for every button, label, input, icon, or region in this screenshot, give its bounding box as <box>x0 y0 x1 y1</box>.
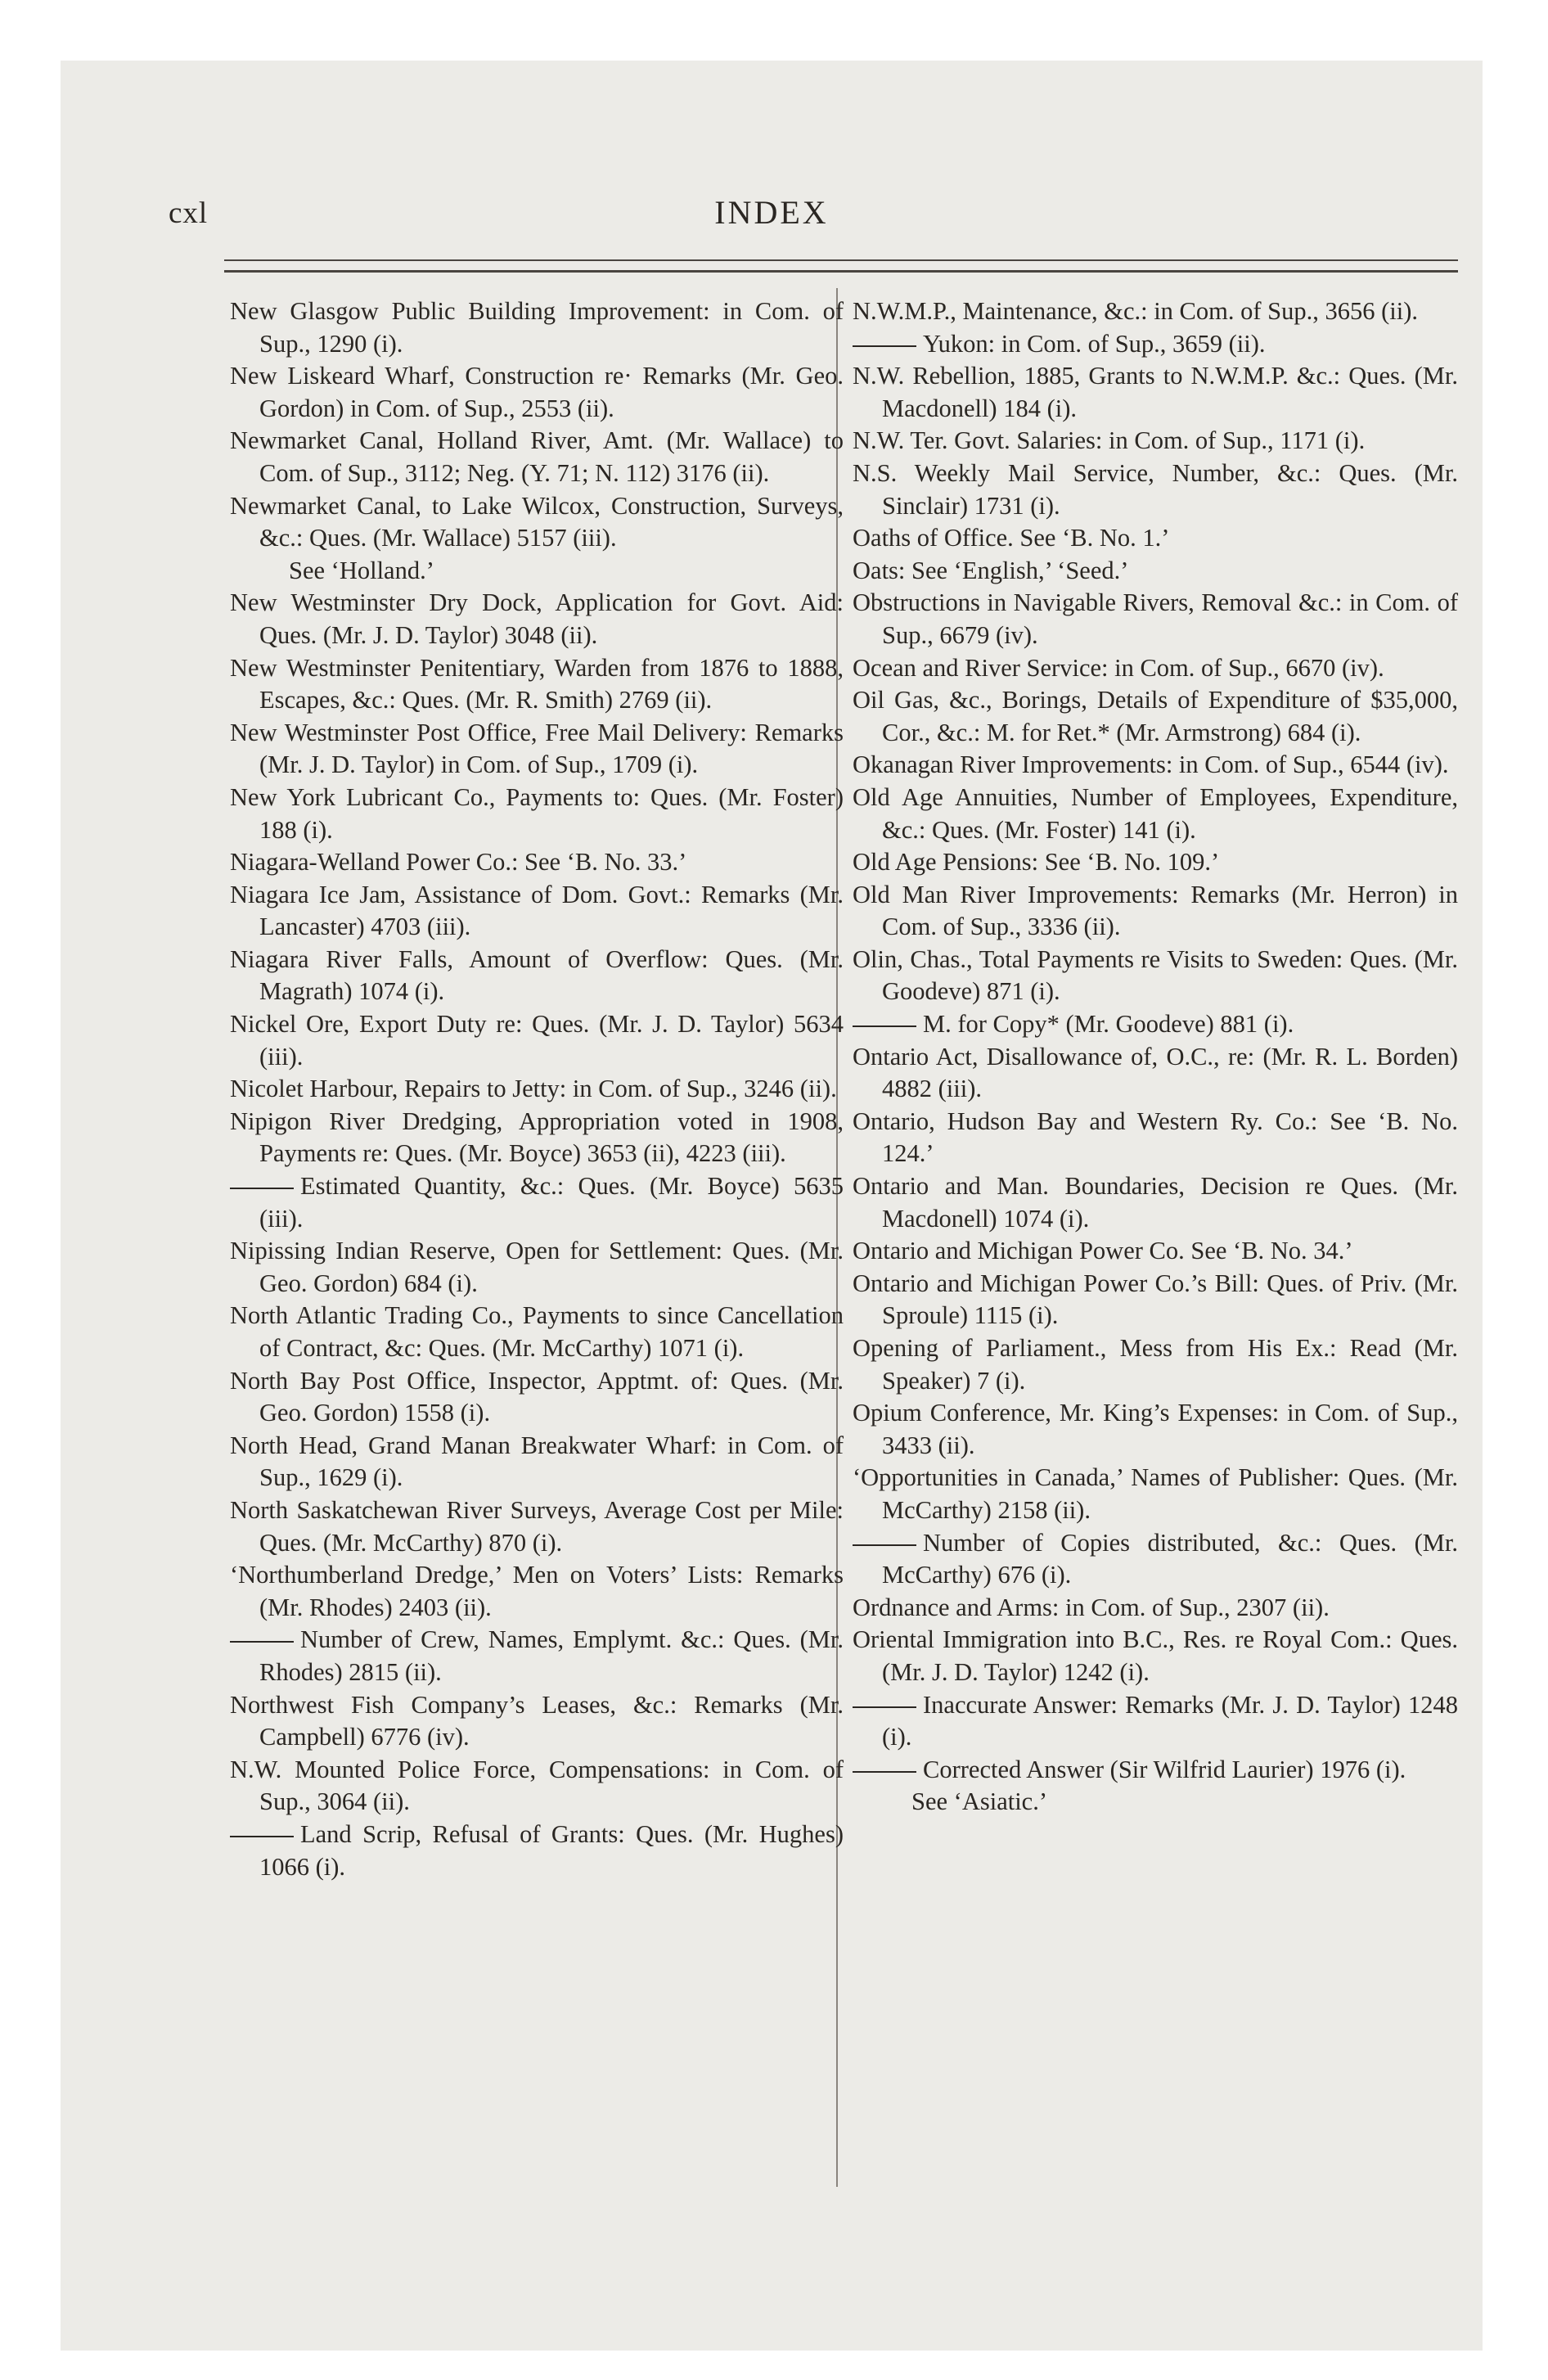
index-entry <box>230 1754 844 1819</box>
index-entry <box>230 1430 844 1494</box>
index-entry-text: New Westminster Penitentiary, Warden from 1876 to 1888, Escapes, &c.: Ques. (Mr. R. Smith) 2769 (ii). <box>230 653 844 714</box>
ditto-dash <box>853 1025 916 1027</box>
right-column <box>853 295 1458 1819</box>
index-entry <box>230 1624 844 1688</box>
index-entry <box>230 717 844 782</box>
index-entry <box>230 1819 844 1883</box>
index-entry-text: Obstructions in Navigable Rivers, Removal &c.: in Com. of Sup., 6679 (iv). <box>853 588 1458 649</box>
index-entry-text: Estimated Quantity, &c.: Ques. (Mr. Boyce) 5635 (iii). <box>259 1172 844 1233</box>
index-entry-text: Old Age Annuities, Number of Employees, Expenditure, &c.: Ques. (Mr. Foster) 141 (i). <box>853 782 1458 844</box>
index-entry <box>230 1300 844 1364</box>
index-entry-text: New Glasgow Public Building Improvement: in Com. of Sup., 1290 (i). <box>230 297 844 358</box>
index-entry-text: N.W. Ter. Govt. Salaries: in Com. of Sup., 1171 (i). <box>853 426 1366 455</box>
index-entry-text: Nipissing Indian Reserve, Open for Settlement: Ques. (Mr. Geo. Gordon) 684 (i). <box>230 1237 844 1297</box>
ditto-dash <box>853 1771 916 1773</box>
index-entry <box>853 652 1458 685</box>
index-entry <box>230 555 844 588</box>
index-entry <box>230 1365 844 1430</box>
index-entry <box>230 1559 844 1624</box>
index-entry-text: ‘Northumberland Dredge,’ Men on Voters’ Lists: Remarks (Mr. Rhodes) 2403 (ii). <box>230 1561 844 1621</box>
header-rule <box>224 259 1458 261</box>
index-entry-text: Niagara Ice Jam, Assistance of Dom. Govt.: Remarks (Mr. Lancaster) 4703 (iii). <box>230 880 844 941</box>
index-entry <box>230 944 844 1008</box>
index-entry <box>853 1106 1458 1170</box>
index-entry <box>853 1170 1458 1235</box>
index-entry <box>853 328 1458 361</box>
page-number: cxl <box>169 196 209 230</box>
page-title: INDEX <box>714 194 829 231</box>
index-entry <box>230 1073 844 1106</box>
index-entry <box>853 1786 1458 1819</box>
index-entry-text: Ordnance and Arms: in Com. of Sup., 2307 (ii). <box>853 1593 1330 1621</box>
index-entry <box>853 749 1458 782</box>
index-entry <box>230 587 844 651</box>
index-entry <box>230 425 844 489</box>
index-entry-text: Newmarket Canal, to Lake Wilcox, Construction, Surveys, &c.: Ques. (Mr. Wallace) 5157 (iii). <box>230 491 844 552</box>
ditto-dash <box>230 1641 294 1643</box>
index-entry-text: Old Age Pensions: See ‘B. No. 109.’ <box>853 848 1220 877</box>
index-entry-text: Oriental Immigration into B.C., Res. re Royal Com.: Ques. (Mr. J. D. Taylor) 1242 (i). <box>853 1625 1458 1686</box>
index-entry-text: North Saskatchewan River Surveys, Average Cost per Mile: Ques. (Mr. McCarthy) 870 (i). <box>230 1495 844 1557</box>
index-entry-text: Old Man River Improvements: Remarks (Mr. Herron) in Com. of Sup., 3336 (ii). <box>853 880 1458 941</box>
index-entry <box>853 587 1458 651</box>
index-entry <box>853 684 1458 749</box>
ditto-dash <box>230 1836 294 1837</box>
index-entry <box>853 1332 1458 1397</box>
index-entry <box>853 1008 1458 1041</box>
index-entry <box>230 295 844 360</box>
index-entry <box>230 652 844 717</box>
index-entry-text: N.S. Weekly Mail Service, Number, &c.: Ques. (Mr. Sinclair) 1731 (i). <box>853 458 1458 520</box>
index-entry-text: New York Lubricant Co., Payments to: Ques. (Mr. Foster) 188 (i). <box>230 782 844 844</box>
index-entry <box>230 1106 844 1170</box>
index-entry-text: Olin, Chas., Total Payments re Visits to Sweden: Ques. (Mr. Goodeve) 871 (i). <box>853 944 1458 1006</box>
index-entry <box>230 490 844 555</box>
index-entry-text: Ontario and Michigan Power Co.’s Bill: Ques. of Priv. (Mr. Sproule) 1115 (i). <box>853 1269 1458 1330</box>
index-entry-text: Number of Crew, Names, Emplymt. &c.: Ques. (Mr. Rhodes) 2815 (ii). <box>259 1625 844 1686</box>
index-entry <box>853 425 1458 458</box>
index-entry-text: Okanagan River Improvements: in Com. of Sup., 6544 (iv). <box>853 751 1449 779</box>
index-entry-text: See ‘Holland.’ <box>289 556 434 584</box>
index-entry-text: Opening of Parliament., Mess from His Ex.: Read (Mr. Speaker) 7 (i). <box>853 1334 1458 1395</box>
index-entry-text: North Head, Grand Manan Breakwater Wharf: in Com. of Sup., 1629 (i). <box>230 1431 844 1492</box>
index-entry-text: Ontario Act, Disallowance of, O.C., re: (Mr. R. L. Borden) 4882 (iii). <box>853 1042 1458 1103</box>
index-entry-text: Niagara-Welland Power Co.: See ‘B. No. 33.’ <box>230 848 687 877</box>
index-entry <box>853 1624 1458 1688</box>
index-entry <box>230 360 844 425</box>
index-entry-text: Nicolet Harbour, Repairs to Jetty: in Com. of Sup., 3246 (ii). <box>230 1075 837 1103</box>
index-entry-text: Number of Copies distributed, &c.: Ques. (Mr. McCarthy) 676 (i). <box>882 1528 1458 1589</box>
index-entry-text: N.W. Mounted Police Force, Compensations: in Com. of Sup., 3064 (ii). <box>230 1755 844 1816</box>
index-entry-text: Nipigon River Dredging, Appropriation voted in 1908, Payments re: Ques. (Mr. Boyce) 3653 (ii), 4223 (iii). <box>230 1107 844 1168</box>
index-entry <box>853 360 1458 425</box>
index-entry-text: Newmarket Canal, Holland River, Amt. (Mr. Wallace) to Com. of Sup., 3112; Neg. (Y. 71; N. 112) 3176 (ii). <box>230 426 844 487</box>
index-entry <box>853 944 1458 1008</box>
index-entry-text: New Liskeard Wharf, Construction re· Remarks (Mr. Geo. Gordon) in Com. of Sup., 2553 (ii). <box>230 362 844 422</box>
index-entry-text: See ‘Asiatic.’ <box>911 1787 1047 1816</box>
left-column <box>230 295 844 1883</box>
index-entry-text: Corrected Answer (Sir Wilfrid Laurier) 1976 (i). <box>923 1755 1406 1783</box>
index-entry-text: North Bay Post Office, Inspector, Apptmt. of: Ques. (Mr. Geo. Gordon) 1558 (i). <box>230 1366 844 1427</box>
index-entry <box>230 1689 844 1754</box>
index-entry <box>853 846 1458 879</box>
index-entry <box>230 1170 844 1235</box>
index-entry-text: North Atlantic Trading Co., Payments to since Cancellation of Contract, &c: Ques. (Mr. McCarthy) 1071 (i). <box>230 1301 844 1362</box>
index-entry <box>853 1041 1458 1106</box>
header-rule-thick <box>224 270 1458 273</box>
index-entry <box>853 1689 1458 1754</box>
index-entry-text: Ocean and River Service: in Com. of Sup., 6670 (iv). <box>853 653 1384 682</box>
ditto-dash <box>853 1544 916 1546</box>
index-entry-text: New Westminster Dry Dock, Application for Govt. Aid: Ques. (Mr. J. D. Taylor) 3048 (ii). <box>230 588 844 649</box>
index-entry <box>853 879 1458 944</box>
index-entry-text: New Westminster Post Office, Free Mail Delivery: Remarks (Mr. J. D. Taylor) in Com. of Sup., 1709 (i). <box>230 718 844 779</box>
index-entry <box>853 1397 1458 1462</box>
ditto-dash <box>230 1188 294 1189</box>
index-entry-text: N.W.M.P., Maintenance, &c.: in Com. of Sup., 3656 (ii). <box>853 297 1419 325</box>
index-entry <box>230 782 844 846</box>
index-entry-text: Ontario, Hudson Bay and Western Ry. Co.: See ‘B. No. 124.’ <box>853 1107 1458 1168</box>
index-entry-text: Ontario and Michigan Power Co. See ‘B. No. 34.’ <box>853 1237 1353 1265</box>
index-entry <box>853 1527 1458 1592</box>
index-entry-text: Nickel Ore, Export Duty re: Ques. (Mr. J. D. Taylor) 5634 (iii). <box>230 1010 844 1071</box>
index-entry-text: Inaccurate Answer: Remarks (Mr. J. D. Taylor) 1248 (i). <box>882 1690 1458 1751</box>
index-entry-text: Ontario and Man. Boundaries, Decision re Ques. (Mr. Macdonell) 1074 (i). <box>853 1172 1458 1233</box>
index-entry-text: Northwest Fish Company’s Leases, &c.: Remarks (Mr. Campbell) 6776 (iv). <box>230 1690 844 1751</box>
index-entry <box>853 1592 1458 1625</box>
index-entry-text: Oats: See ‘English,’ ‘Seed.’ <box>853 556 1129 584</box>
index-entry-text: Opium Conference, Mr. King’s Expenses: in Com. of Sup., 3433 (ii). <box>853 1399 1458 1459</box>
index-entry <box>230 1235 844 1300</box>
index-entry <box>853 1235 1458 1268</box>
index-entry <box>853 1754 1458 1787</box>
index-entry <box>230 1008 844 1073</box>
index-entry <box>230 1494 844 1559</box>
index-entry <box>853 522 1458 555</box>
index-entry <box>853 458 1458 522</box>
ditto-dash <box>853 1706 916 1708</box>
index-entry-text: ‘Opportunities in Canada,’ Names of Publisher: Ques. (Mr. McCarthy) 2158 (ii). <box>853 1463 1458 1524</box>
index-entry-text: Oaths of Office. See ‘B. No. 1.’ <box>853 524 1170 552</box>
index-entry-text: M. for Copy* (Mr. Goodeve) 881 (i). <box>923 1010 1294 1039</box>
index-entry <box>853 782 1458 846</box>
index-entry-text: Niagara River Falls, Amount of Overflow: Ques. (Mr. Magrath) 1074 (i). <box>230 944 844 1006</box>
index-entry <box>230 846 844 879</box>
index-entry <box>853 295 1458 328</box>
ditto-dash <box>853 345 916 347</box>
index-entry-text: Land Scrip, Refusal of Grants: Ques. (Mr. Hughes) 1066 (i). <box>259 1819 844 1881</box>
index-entry-text: N.W. Rebellion, 1885, Grants to N.W.M.P. &c.: Ques. (Mr. Macdonell) 184 (i). <box>853 362 1458 422</box>
index-entry-text: Oil Gas, &c., Borings, Details of Expenditure of $35,000, Cor., &c.: M. for Ret.* (Mr. Armstrong) 684 (i). <box>853 686 1458 746</box>
page-sheet <box>61 61 1483 2351</box>
index-entry-text: Yukon: in Com. of Sup., 3659 (ii). <box>923 329 1266 358</box>
index-entry <box>853 1462 1458 1526</box>
index-entry <box>230 879 844 944</box>
index-entry <box>853 1268 1458 1332</box>
index-entry <box>853 555 1458 588</box>
